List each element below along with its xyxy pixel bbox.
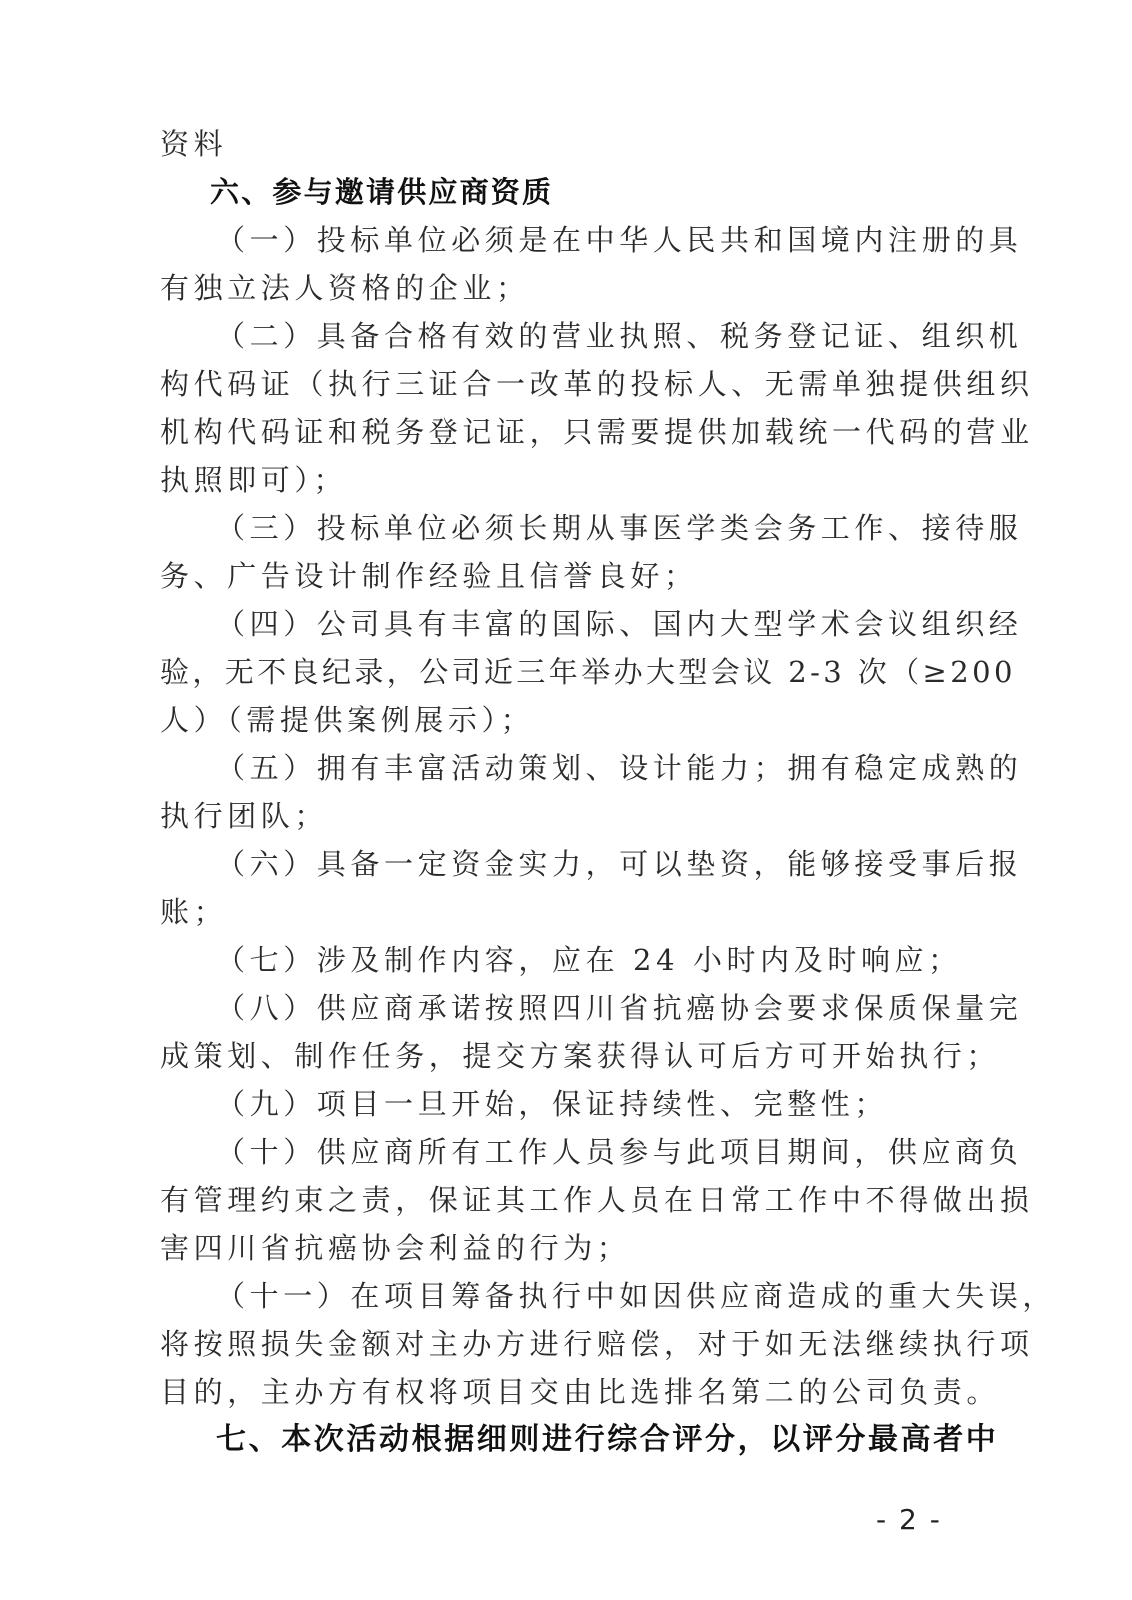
item-5-line-2: 执行团队； xyxy=(160,799,329,833)
text-line-continuation: 资料 xyxy=(160,127,228,161)
item-11-line-3: 目的，主办方有权将项目交由比选排名第二的公司负责。 xyxy=(160,1375,1001,1409)
item-10-line-1: （十）供应商所有工作人员参与此项目期间，供应商负 xyxy=(216,1135,1023,1169)
item-6-line-2: 账； xyxy=(160,895,228,929)
item-1-line-1: （一）投标单位必须是在中华人民共和国境内注册的具 xyxy=(216,223,1023,257)
item-8-line-2: 成策划、制作任务，提交方案获得认可后方可开始执行； xyxy=(160,1039,1001,1073)
item-2-line-4: 执照即可）； xyxy=(160,463,348,497)
item-5-line-1: （五）拥有丰富活动策划、设计能力；拥有稳定成熟的 xyxy=(216,751,1023,785)
item-1-line-2: 有独立法人资格的企业； xyxy=(160,271,530,305)
section-heading-7: 七、本次活动根据细则进行综合评分，以评分最高者中 xyxy=(216,1422,999,1457)
item-2-line-1: （二）具备合格有效的营业执照、税务登记证、组织机 xyxy=(216,319,1023,353)
section-heading-6: 六、参与邀请供应商资质 xyxy=(210,175,554,209)
item-4-line-2: 验，无不良纪录，公司近三年举办大型会议 2-3 次（≥200 xyxy=(160,655,1016,689)
item-9-line-1: （九）项目一旦开始，保证持续性、完整性； xyxy=(216,1087,889,1121)
item-2-line-2: 构代码证（执行三证合一改革的投标人、无需单独提供组织 xyxy=(160,367,1034,401)
item-3-line-2: 务、广告设计制作经验且信誉良好； xyxy=(160,559,698,593)
item-11-line-1: （十一）在项目筹备执行中如因供应商造成的重大失误， xyxy=(216,1279,1057,1313)
item-8-line-1: （八）供应商承诺按照四川省抗癌协会要求保质保量完 xyxy=(216,991,1023,1025)
page-number: - 2 - xyxy=(876,1503,942,1536)
item-10-line-2: 有管理约束之责，保证其工作人员在日常工作中不得做出损 xyxy=(160,1183,1034,1217)
item-11-line-2: 将按照损失金额对主办方进行赔偿，对于如无法继续执行项 xyxy=(160,1327,1034,1361)
item-10-line-3: 害四川省抗癌协会利益的行为； xyxy=(160,1231,631,1265)
item-4-line-3: 人）（需提供案例展示）； xyxy=(160,703,535,737)
item-7-line-1: （七）涉及制作内容，应在 24 小时内及时响应； xyxy=(216,943,962,977)
item-3-line-1: （三）投标单位必须长期从事医学类会务工作、接待服 xyxy=(216,511,1023,545)
item-2-line-3: 机构代码证和税务登记证，只需要提供加载统一代码的营业 xyxy=(160,415,1034,449)
item-6-line-1: （六）具备一定资金实力，可以垫资，能够接受事后报 xyxy=(216,847,1023,881)
item-4-line-1: （四）公司具有丰富的国际、国内大型学术会议组织经 xyxy=(216,607,1023,641)
